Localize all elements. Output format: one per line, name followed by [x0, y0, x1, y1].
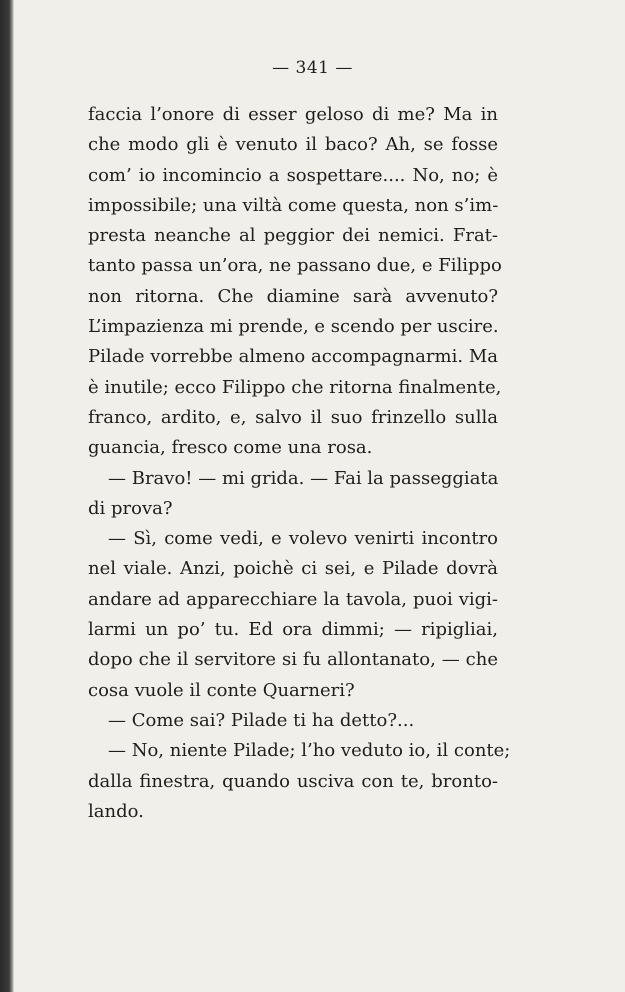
text-line: è inutile; ecco Filippo che ritorna finalmente,: [88, 376, 502, 398]
text-line: — Come sai? Pilade ti ha detto?...: [108, 709, 415, 731]
text-line: tanto passa un’ora, ne passano due, e Filippo: [88, 255, 502, 277]
text-line: L’impazienza mi prende, e scendo per uscire.: [88, 316, 499, 338]
text-line: presta neanche al peggior dei nemici. Frat-: [88, 225, 498, 247]
text-line: non ritorna. Che diamine sarà avvenuto?: [88, 285, 498, 307]
text-line: di prova?: [88, 497, 173, 519]
text-line: cosa vuole il conte Quarneri?: [88, 679, 355, 701]
text-line: com’ io incomincio a sospettare.... No, no; è: [88, 164, 498, 186]
body-text: [88, 100, 511, 827]
text-line: dalla finestra, quando usciva con te, bronto-: [88, 770, 498, 792]
text-line: impossibile; una viltà come questa, non s’im-: [88, 194, 499, 216]
text-line: dopo che il servitore si fu allontanato, — che: [88, 649, 498, 671]
text-line: franco, ardito, e, salvo il suo frinzello sulla: [88, 406, 498, 428]
page-number: — 341 —: [272, 58, 353, 78]
text-line: Pilade vorrebbe almeno accompagnarmi. Ma: [88, 346, 498, 368]
text-line: guancia, fresco come una rosa.: [88, 437, 373, 459]
text-line: lando.: [88, 800, 144, 822]
book-spine-shadow: [0, 0, 14, 992]
text-line: larmi un po’ tu. Ed ora dimmi; — ripigliai,: [88, 619, 498, 641]
text-line: andare ad apparecchiare la tavola, puoi vigi-: [88, 588, 498, 610]
text-line: faccia l’onore di esser geloso di me? Ma in: [88, 104, 498, 125]
text-line: nel viale. Anzi, poichè ci sei, e Pilade dovrà: [88, 558, 498, 580]
text-line: — Bravo! — mi grida. — Fai la passeggiata: [108, 467, 499, 489]
text-line: che modo gli è venuto il baco? Ah, se fosse: [88, 134, 498, 156]
text-line: — No, niente Pilade; l’ho veduto io, il conte;: [108, 740, 511, 762]
text-line: — Sì, come vedi, e volevo venirti incontro: [108, 528, 498, 550]
